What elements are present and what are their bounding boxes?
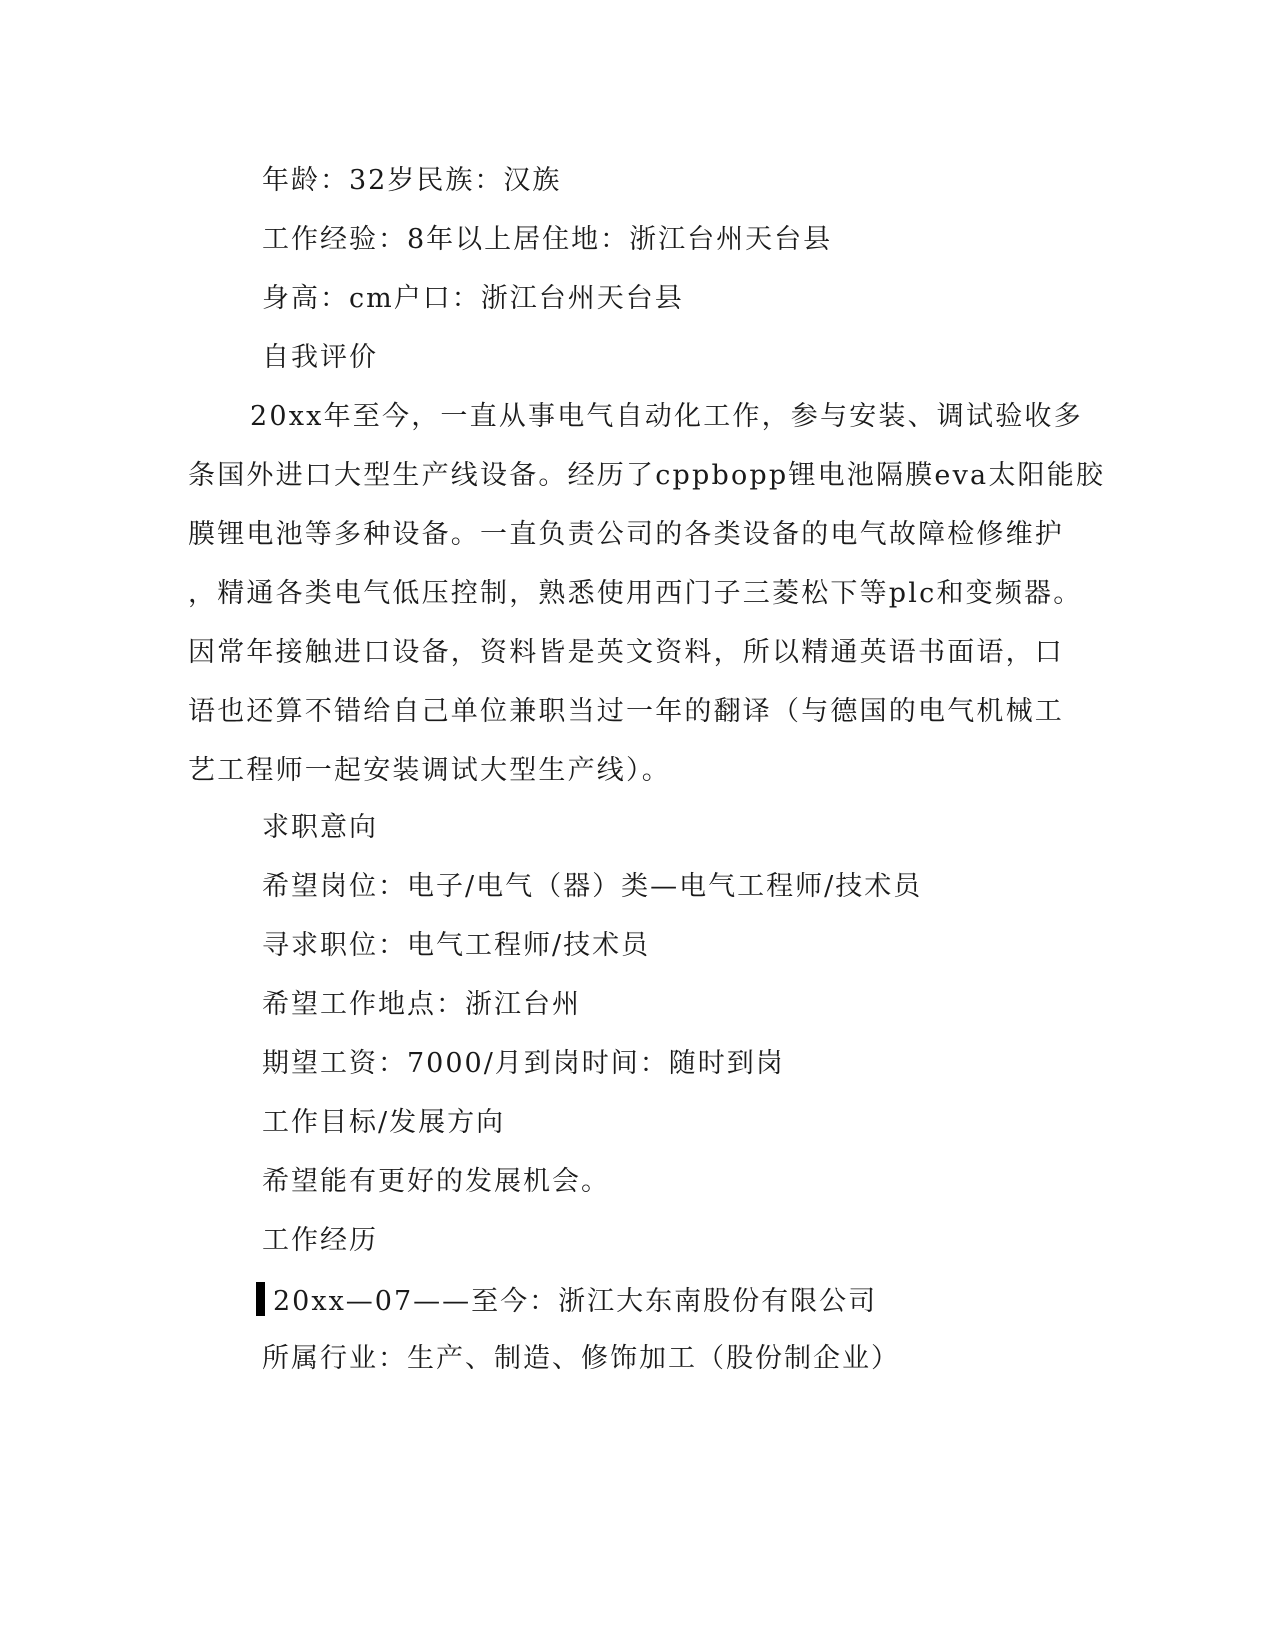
paragraph-line: 20xx年至今，一直从事电气自动化工作，参与安装、调试验收多 xyxy=(250,401,1083,432)
self-evaluation-heading: 自我评价 xyxy=(262,342,378,373)
work-history-heading: 工作经历 xyxy=(262,1225,378,1256)
paragraph-line: 艺工程师一起安装调试大型生产线）。 xyxy=(188,755,671,786)
experience-residence-line: 工作经验：8年以上居住地：浙江台州天台县 xyxy=(262,224,833,255)
job-intention-heading: 求职意向 xyxy=(262,812,378,843)
goals-text: 希望能有更好的发展机会。 xyxy=(262,1166,610,1197)
goals-heading: 工作目标/发展方向 xyxy=(262,1107,506,1138)
paragraph-line: 因常年接触进口设备，资料皆是英文资料，所以精通英语书面语，口 xyxy=(188,637,1064,668)
paragraph-line: ，精通各类电气低压控制，熟悉使用西门子三菱松下等plc和变频器。 xyxy=(188,578,1083,609)
paragraph-line: 膜锂电池等多种设备。一直负责公司的各类设备的电气故障检修维护 xyxy=(188,519,1064,550)
work-entry-title-text: 20xx—07——至今：浙江大东南股份有限公司 xyxy=(273,1286,878,1317)
desired-position-line: 希望岗位：电子/电气（器）类—电气工程师/技术员 xyxy=(262,871,923,902)
paragraph-line: 语也还算不错给自己单位兼职当过一年的翻译（与德国的电气机械工 xyxy=(188,696,1064,727)
desired-location-line: 希望工作地点：浙江台州 xyxy=(262,989,581,1020)
seeking-position-line: 寻求职位：电气工程师/技术员 xyxy=(262,930,651,961)
paragraph-line: 条国外进口大型生产线设备。经历了cppbopp锂电池隔膜eva太阳能胶 xyxy=(188,460,1106,491)
industry-line: 所属行业：生产、制造、修饰加工（股份制企业） xyxy=(262,1343,900,1374)
age-ethnicity-line: 年龄：32岁民族：汉族 xyxy=(262,165,562,196)
work-entry-title xyxy=(256,1282,877,1320)
height-hukou-line: 身高：cm户口：浙江台州天台县 xyxy=(262,283,684,314)
entry-marker-bar xyxy=(256,1282,265,1316)
salary-availability-line: 期望工资：7000/月到岗时间：随时到岗 xyxy=(262,1048,785,1079)
